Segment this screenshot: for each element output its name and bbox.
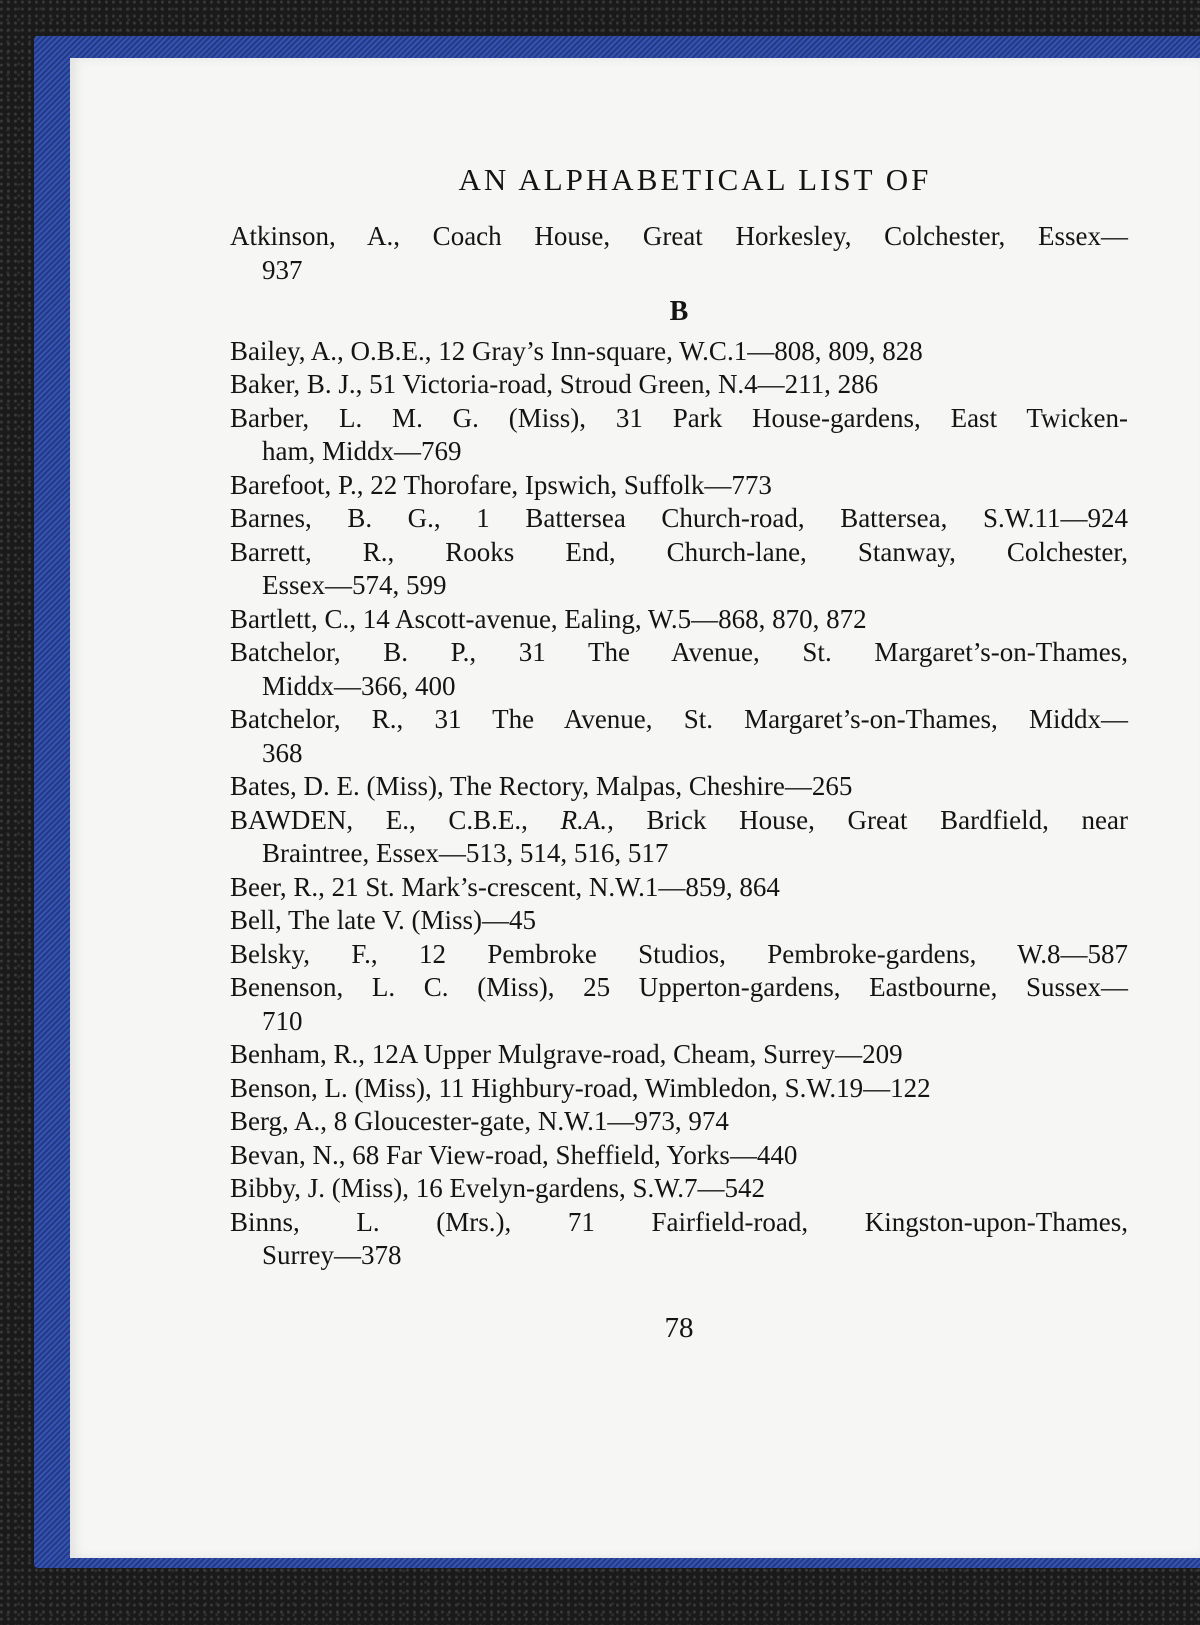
list-entry: Benson, L. (Miss), 11 Highbury-road, Wimbledon, S.W.19—122 [230,1072,931,1103]
list-entry-continuation: 937 [262,254,303,285]
list-entry: Bevan, N., 68 Far View-road, Sheffield, Yorks—440 [230,1139,798,1170]
list-entry: Baker, B. J., 51 Victoria-road, Stroud Green, N.4—211, 286 [230,369,879,399]
list-entry: Barrett, R., Rooks End, Church-lane, Stanway, Colchester, [230,536,1128,567]
list-entry-continuation: Surrey—378 [262,1240,402,1270]
list-entry: Batchelor, B. P., 31 The Avenue, St. Margaret’s-on-Thames, [230,637,1128,667]
list-entry: Berg, A., 8 Gloucester-gate, N.W.1—973, 974 [230,1106,729,1136]
page-heading: AN ALPHABETICAL LIST OF [458,162,932,197]
entry-text: BAWDEN, E., C.B.E., [230,804,561,835]
list-entry: Atkinson, A., Coach House, Great Horkesley, Colchester, Essex— [230,221,1128,251]
list-entry-continuation: ham, Middx—769 [262,436,462,466]
list-entry: Belsky, F., 12 Pembroke Studios, Pembroke-gardens, W.8—587 [230,938,1128,969]
list-entry: Bell, The late V. (Miss)—45 [230,905,536,935]
section-letter: B [669,296,689,327]
list-entry-continuation: Essex—574, 599 [262,570,447,600]
entry-list [230,220,1128,1273]
list-entry: Batchelor, R., 31 The Avenue, St. Margaret’s-on-Thames, Middx— [230,704,1128,734]
list-entry: Benham, R., 12A Upper Mulgrave-road, Cheam, Surrey—209 [230,1039,903,1069]
list-entry: Bailey, A., O.B.E., 12 Gray’s Inn-square, W.C.1—808, 809, 828 [230,335,923,366]
list-entry [230,804,1128,838]
list-entry: Bartlett, C., 14 Ascott-avenue, Ealing, W.5—868, 870, 872 [230,603,867,634]
list-entry-continuation: 710 [262,1005,303,1036]
list-entry: Benenson, L. C. (Miss), 25 Upperton-gardens, Eastbourne, Sussex— [230,972,1128,1002]
list-entry: Beer, R., 21 St. Mark’s-crescent, N.W.1—859, 864 [230,871,780,902]
list-entry: Bibby, J. (Miss), 16 Evelyn-gardens, S.W.7—542 [230,1173,765,1203]
list-entry-continuation: Braintree, Essex—513, 514, 516, 517 [262,838,669,868]
page-number: 78 [664,1312,694,1344]
list-entry: Barefoot, P., 22 Thorofare, Ipswich, Suffolk—773 [230,469,772,500]
list-entry: Binns, L. (Mrs.), 71 Fairfield-road, Kingston-upon-Thames, [230,1206,1128,1237]
entry-text: , Brick House, Great Bardfield, near [607,804,1129,835]
list-entry-continuation: Middx—366, 400 [262,670,456,701]
list-entry-continuation: 368 [262,737,303,768]
book-page [70,58,1200,1558]
entry-italic-text: R.A. [560,804,608,835]
list-entry: Barber, L. M. G. (Miss), 31 Park House-gardens, East Twicken- [230,402,1128,433]
list-entry: Barnes, B. G., 1 Battersea Church-road, Battersea, S.W.11—924 [230,503,1128,533]
list-entry: Bates, D. E. (Miss), The Rectory, Malpas, Cheshire—265 [230,771,853,801]
